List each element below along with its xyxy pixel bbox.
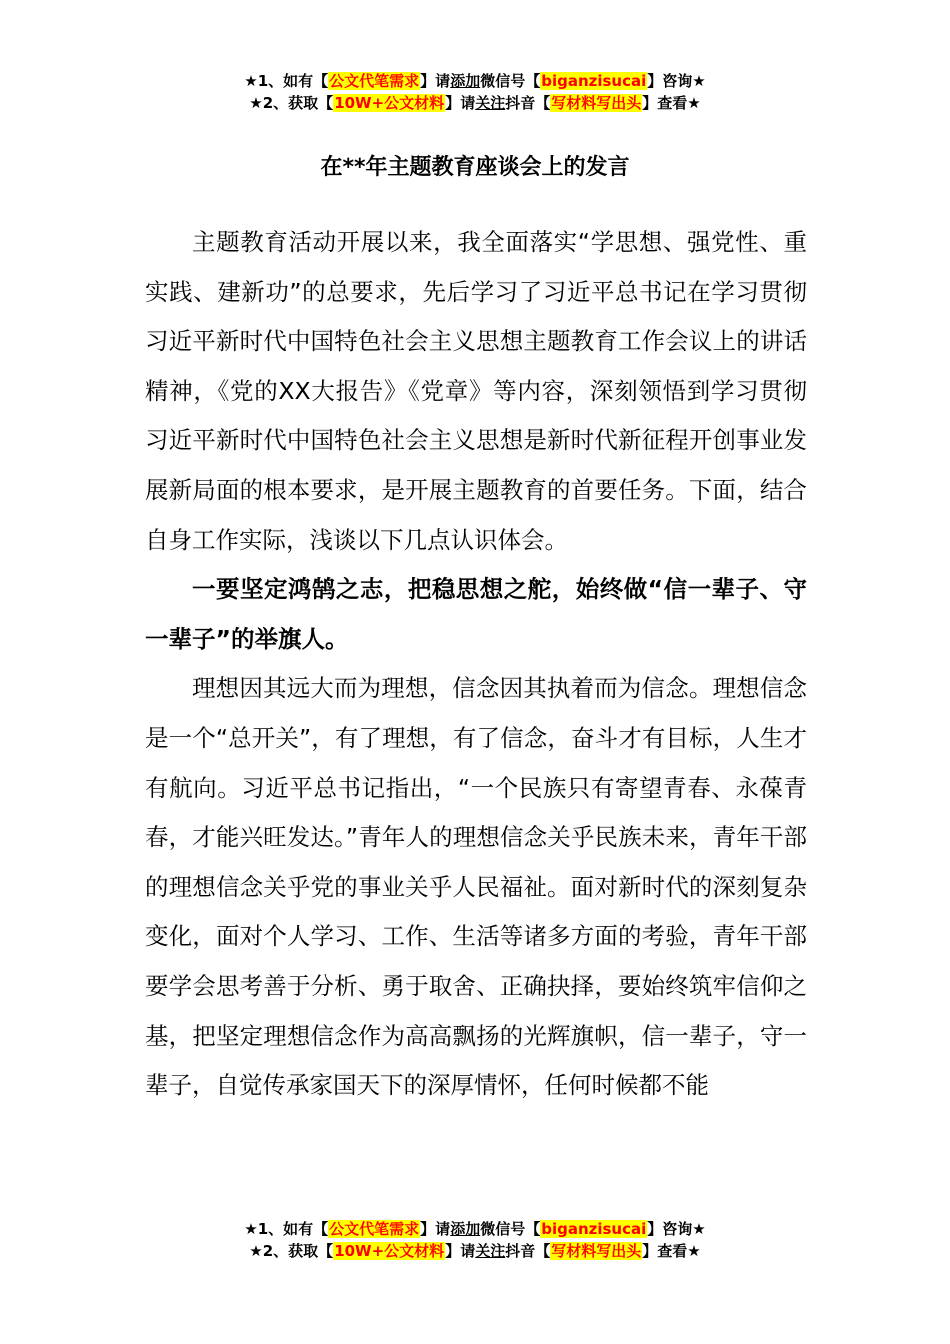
promo-line-2: [0, 92, 950, 114]
promo-highlight: biganzisucai: [541, 72, 647, 90]
promo-text: 】请: [445, 1242, 476, 1260]
promo-underline: 关注: [475, 94, 506, 112]
promo-underline: 关注: [475, 1242, 506, 1260]
promo-text: 抖音【: [505, 1242, 551, 1260]
document-title: 在**年主题教育座谈会上的发言: [320, 155, 630, 180]
promo-text: 微信号【: [480, 72, 541, 90]
promo-text: 】请: [420, 1220, 451, 1238]
promo-line-1: [0, 1218, 950, 1240]
paragraph-section-1: 理想因其远大而为理想，信念因其执着而为信念。理想信念是一个“总开关”，有了理想，有了信念，奋斗才有目标，人生才有航向。习近平总书记指出，“一个民族只有寄望青春、永葆青春，才能兴旺发达。”青年人的理想信念关乎民族未来，青年干部的理想信念关乎党的事业关乎人民福祉。面对新时代的深刻复杂变化，面对个人学习、工作、生活等诸多方面的考验，青年干部要学会思考善于分析、勇于取舍、正确抉择，要始终筑牢信仰之基，把坚定理想信念作为高高飘扬的光辉旗帜，信一辈子，守一辈子，自觉传承家国天下的深厚情怀，任何时候都不能: [145, 674, 807, 1100]
promo-prefix: ★1、如有【: [244, 1220, 329, 1238]
promo-suffix: 】咨询★: [647, 1220, 706, 1238]
promo-highlight: 写材料写出头: [551, 94, 642, 112]
promo-suffix: 】查看★: [642, 1242, 701, 1260]
promo-prefix: ★2、获取【: [249, 94, 334, 112]
promo-text: 微信号【: [480, 1220, 541, 1238]
promo-line-2: [0, 1240, 950, 1262]
promo-text: 抖音【: [505, 94, 551, 112]
promo-prefix: ★2、获取【: [249, 1242, 334, 1260]
promo-header: [0, 70, 950, 114]
section-heading-1: 一要坚定鸿鹄之志，把稳思想之舵，始终做“信一辈子、守一辈子”的举旗人。: [145, 575, 807, 653]
promo-underline: 添加: [450, 72, 481, 90]
paragraph-intro: 主题教育活动开展以来，我全面落实“学思想、强党性、重实践、建新功”的总要求，先后学习了习近平总书记在学习贯彻习近平新时代中国特色社会主义思想主题教育工作会议上的讲话精神，《党的XX大报告》《党章》等内容，深刻领悟到学习贯彻习近平新时代中国特色社会主义思想是新时代新征程开创事业发展新局面的根本要求，是开展主题教育的首要任务。下面，结合自身工作实际，浅谈以下几点认识体会。: [145, 228, 807, 554]
document-body: [145, 218, 807, 1111]
promo-line-1: [0, 70, 950, 92]
promo-highlight: 公文代笔需求: [329, 1220, 420, 1238]
promo-highlight: 写材料写出头: [551, 1242, 642, 1260]
promo-underline: 添加: [450, 1220, 481, 1238]
promo-highlight: biganzisucai: [541, 1220, 647, 1238]
promo-suffix: 】查看★: [642, 94, 701, 112]
promo-text: 】请: [420, 72, 451, 90]
promo-footer: [0, 1218, 950, 1262]
promo-highlight: 公文代笔需求: [329, 72, 420, 90]
promo-highlight: 10W+公文材料: [334, 1242, 445, 1260]
promo-prefix: ★1、如有【: [244, 72, 329, 90]
promo-suffix: 】咨询★: [647, 72, 706, 90]
promo-highlight: 10W+公文材料: [334, 94, 445, 112]
promo-text: 】请: [445, 94, 476, 112]
